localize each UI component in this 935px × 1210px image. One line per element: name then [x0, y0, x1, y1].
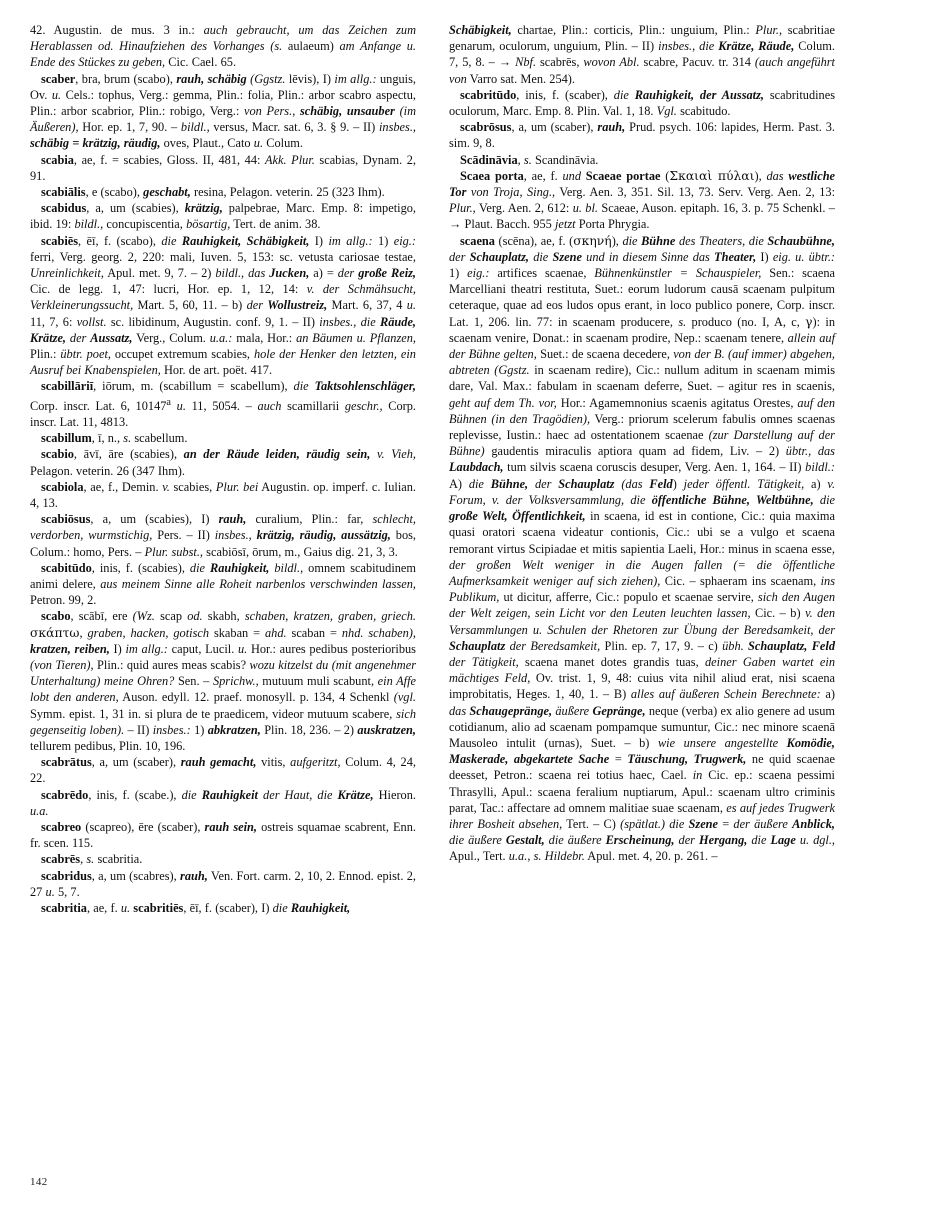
dictionary-entry: scabrēdo, inis, f. (scabe.), die Rauhigkeit der Haut, die Krätze, Hieron. u.a.: [30, 787, 416, 818]
dictionary-entry: scaber, bra, brum (scabo), rauh, schäbig (Ggstz. lēvis), I) im allg.: unguis, Ov. u. Cels.: tophus, Verg.: gemma, Plin.: folia, Plin.: arbor scabro aspectu, Plin.: arbor scabrior, Plin.: robigo, Verg.: von Pers., schäbig, unsauber (im Äußeren), Hor. ep. 1, 7, 90. – bildl., versus, Macr. sat. 6, 3. § 9. – II) insbes., schäbig = krätzig, räudig, oves, Plaut., Cato u. Colum.: [30, 71, 417, 151]
entry-continuation: 42. Augustin. de mus. 3 in.: auch gebraucht, um das Zeichen zum Herablassen od. Hinaufziehen des Vorhanges (s. aulaeum) am Anfange u. Ende des Stückes zu geben, Cic. Cael. 65.: [30, 23, 416, 70]
dictionary-entry: scabrātus, a, um (scaber), rauh gemacht, vitis, aufgeritzt, Colum. 4, 24, 22.: [30, 755, 416, 786]
dictionary-entry: scabrēs, s. scabritia.: [41, 852, 143, 867]
page-columns: [30, 22, 905, 1162]
dictionary-entry: scabiālis, e (scabo), geschabt, resina, Pelagon. veterin. 25 (323 Ihm).: [41, 185, 385, 200]
dictionary-entry: scabritūdo, inis, f. (scaber), die Rauhigkeit, der Aussatz, scabritudines oculorum, Marc. Emp. 8. Plin. Val. 1, 18. Vgl. scabitudo.: [449, 87, 835, 119]
dictionary-entry: scabreo (scapreo), ēre (scaber), rauh sein, ostreis squamae scabrent, Enn. fr. scen. 115.: [30, 820, 416, 851]
dictionary-entry: scabo, scābī, ere (Wz. scap od. skabh, schaben, kratzen, graben, griech. σκάπτω, graben, hacken, gotisch skaban = ahd. scaban = nhd. schaben), kratzen, reiben, I) im allg.: caput, Lucil. u. Hor.: aures pedibus posterioribus (von Tieren), Plin.: quid aures meas scabis? wozu kitzelst du (mit angenehmer Unterhaltung) meine Ohren? Sen. – Sprichw., mutuum muli scabunt, ein Affe lobt den anderen, Auson. edyll. 12. praef. monosyll. p. 134, 4 Schenkl (vgl. Symm. epist. 1, 31 in. si plura de te praedicem, videor mutuum scabere, sich gegenseitig loben). – II) insbes.: 1) abkratzen, Plin. 18, 236. – 2) auskratzen, tellurem pedibus, Plin. 10, 196.: [30, 609, 417, 754]
dictionary-entry: scabridus, a, um (scabres), rauh, Ven. Fort. carm. 2, 10, 2. Ennod. epist. 2, 27 u. 5, 7.: [30, 868, 416, 899]
dictionary-entry: scabia, ae, f. = scabies, Gloss. II, 481, 44: Akk. Plur. scabias, Dynam. 2, 91.: [30, 152, 416, 183]
dictionary-entry: Scaea porta, ae, f. und Scaeae portae (Σκαιαὶ πύλαι), das westliche Tor von Troja, Sing., Verg. Aen. 3, 351. Sil. 13, 73. Serv. Verg. Aen. 2, 13: Plur., Verg. Aen. 2, 612: u. bl. Scaeae, Auson. epitaph. 16, 3. p. 75 Schenkl. – → Plaut. Bacch. 955 jetzt Porta Phrygia.: [449, 168, 836, 232]
dictionary-entry: scabio, āvī, āre (scabies), an der Räude leiden, räudig sein, v. Vieh, Pelagon. veterin. 26 (347 Ihm).: [30, 447, 417, 478]
dictionary-entry: scabritia, ae, f. u. scabritiēs, ēī, f. (scaber), I) die Rauhigkeit,: [41, 901, 351, 916]
dictionary-entry: scaena (scēna), ae, f. (σκηνή), die Bühne des Theaters, die Schaubühne, der Schauplatz, die Szene und in diesem Sinne das Theater, I) eig. u. übtr.: 1) eig.: artifices scaenae, Bühnenkünstler = Schauspieler, Sen.: scaena Marcelliani theatri restituta, Suet.: eorum ludorum causā scaenam pulpitum ceteraque, quae ad eos ludos opus erant, in loco publico ponere, Corp. inscr. Lat. 1, 206. lin. 77: in scaenam producere, s. produco (no. I, A, c, γ): in scaenam venire, Donat.: in scaenam prodire, Nep.: scaenam tenere, allein auf der Bühne gelten, Suet.: de scaena decedere, von der B. (auf immer) abgehen, abtreten (Ggstz. in scaenam redire), Cic.: nullum aditum in scaenam mimis dare, Val. Max.: fabulam in scaenam deferre, Suet. – agitur res in scaenis, geht auf dem Th. vor, Hor.: Agamemnonius scaenis agitatus Orestes, auf den Bühnen (in den Tragödien), Verg.: priorum scelerum fabulis omnes scaenas replevisse, Iustin.: haec ad ostentationem scaenae (zur Darstellung auf der Bühne) gaudentis miraculis aptiora quam ad fidem, Liv. – 2) übtr., das Laubdach, tum silvis scaena coruscis desuper, Verg. Aen. 1, 164. – II) bildl.: A) die Bühne, der Schauplatz (das Feld) jeder öffentl. Tätigkeit, a) v. Forum, v. der Volksversammlung, die öffentliche Bühne, Weltbühne, die große Welt, Öffentlichkeit, in scaena, id est in contione, Cic.: quia maxima quasi oratori scaena videatur contionis, Cic.: ubi se a vulgo et scaena remorant virtus Scipiadae et mitis sapientia Laeli, Hor.: minus in scaena esse, der großen Welt weniger in die Augen fallen (= die öffentliche Aufmerksamkeit weniger auf sich ziehen), Cic. – sphaeram ins scaenam, ins Publikum, ut dicitur, afferre, Cic.: populo et scaenae servire, sich den Augen der Welt zeigen, sein Licht vor den Leuten leuchten lassen, Cic. – b) v. den Versammlungen u. Schulen der Rhetoren zur Übung der Beredsamkeit, der Schauplatz der Beredsamkeit, Plin. ep. 7, 17, 9. – c) übh. Schauplatz, Feld der Tätigkeit, scaena manet dotes grandis tuas, deiner Gaben wartet ein mächtiges Feld, Ov. trist. 1, 9, 48: cuius vita nihil aliud erat, nisi scaena improbitatis, Heges. 1, 40, 1. – B) alles auf äußeren Schein Berechnete: a) das Schaugepränge, äußere Gepränge, neque (verba) ex alio genere ad usum cotidianum, alio ad scaenam pompamque sumuntur, Cic.: nec minore scaenā Mausoleo intulit (urnas), Suet. – b) wie unsere angestellte Komödie, Maskerade, abgekartete Sache = Täuschung, Trugwerk, ne quid scaenae deesset, Petron.: scaena rei totius haec, Cael. in Cic. ep.: scaena pessimi Thrasylli, Apul.: scaena feralium nuptiarum, Apul.: scaenam ultro criminis parat, Tac.: affectare ad omnem malitiae suae scaenam, es auf jedes Trugwerk ihrer Bosheit absehen, Tert. – C) (spätlat.) die Szene = der äußere Anblick, die äußere Gestalt, die äußere Erscheinung, der Hergang, die Lage u. dgl., Apul., Tert. u.a., s. Hildebr. Apul. met. 4, 20. p. 261. –: [449, 233, 836, 864]
dictionary-entry: scabiōsus, a, um (scabies), I) rauh, curalium, Plin.: far, schlecht, verdorben, wurmstichig, Pers. – II) insbes., krätzig, räudig, aussätzig, bos, Colum.: homo, Pers. – Plur. subst., scabiōsī, ōrum, m., Gaius dig. 21, 3, 3.: [30, 512, 417, 559]
right-column: [449, 22, 835, 1162]
dictionary-entry: scabrōsus, a, um (scaber), rauh, Prud. psych. 106: lapides, Herm. Past. 3. sim. 9, 8.: [449, 120, 836, 151]
dictionary-entry: scabiēs, ēī, f. (scabo), die Rauhigkeit, Schäbigkeit, I) im allg.: 1) eig.: ferri, Verg. georg. 2, 220: mali, Iuven. 5, 153: sc. vetusta cariosae testae, Unreinlichkeit, Apul. met. 9, 7. – 2) bildl., das Jucken, a) = der große Reiz, Cic. de legg. 1, 47: lucri, Hor. ep. 1, 12, 14: v. der Schmähsucht, Verkleinerungssucht, Mart. 5, 60, 11. – b) der Wollustreiz, Mart. 6, 37, 4 u. 11, 7, 6: vollst. sc. libidinum, Augustin. conf. 9, 1. – II) insbes., die Räude, Krätze, der Aussatz, Verg., Colum. u.a.: mala, Hor.: an Bäumen u. Pflanzen, Plin.: übtr. poet, occupet extremum scabies, hole der Henker den letzten, ein Ausruf bei Knabenspielen, Hor. de art. poët. 417.: [30, 233, 417, 378]
dictionary-entry: scabitūdo, inis, f. (scabies), die Rauhigkeit, bildl., omnem scabitudinem animi delere, aus meinem Sinne alle Roheit narbenlos verschwinden lassen, Petron. 99, 2.: [30, 560, 417, 608]
dictionary-entry: scabillum, ī, n., s. scabellum.: [41, 431, 188, 446]
page-number: 142: [30, 1176, 48, 1188]
dictionary-entry: scabillāriī, iōrum, m. (scabillum = scabellum), die Taktsohlenschläger, Corp. inscr. Lat. 6, 10147$^a$ u. 11, 5054. – auch scamillarii geschr., Corp. inscr. Lat. 11, 4813.: [30, 379, 416, 429]
left-column: [30, 22, 416, 1162]
entry-continuation: Schäbigkeit, chartae, Plin.: corticis, Plin.: unguium, Plin.: Plur., scabritiae genarum, oculorum, unguium, Plin. – II) insbes., die Krätze, Räude, Colum. 7, 5, 8. – → Nbf. scabrēs, wovon Abl. scabre, Pacuv. tr. 314 (auch angeführt von Varro sat. Men. 254).: [449, 23, 835, 86]
dictionary-entry: scabidus, a, um (scabies), krätzig, palpebrae, Marc. Emp. 8: impetigo, ibid. 19: bildl., concupiscentia, bösartig, Tert. de anim. 38.: [30, 201, 416, 232]
dictionary-entry: scabiola, ae, f., Demin. v. scabies, Plur. bei Augustin. op. imperf. c. Iulian. 4, 13.: [30, 479, 416, 510]
dictionary-entry: Scādināvia, s. Scandināvia.: [460, 152, 599, 167]
